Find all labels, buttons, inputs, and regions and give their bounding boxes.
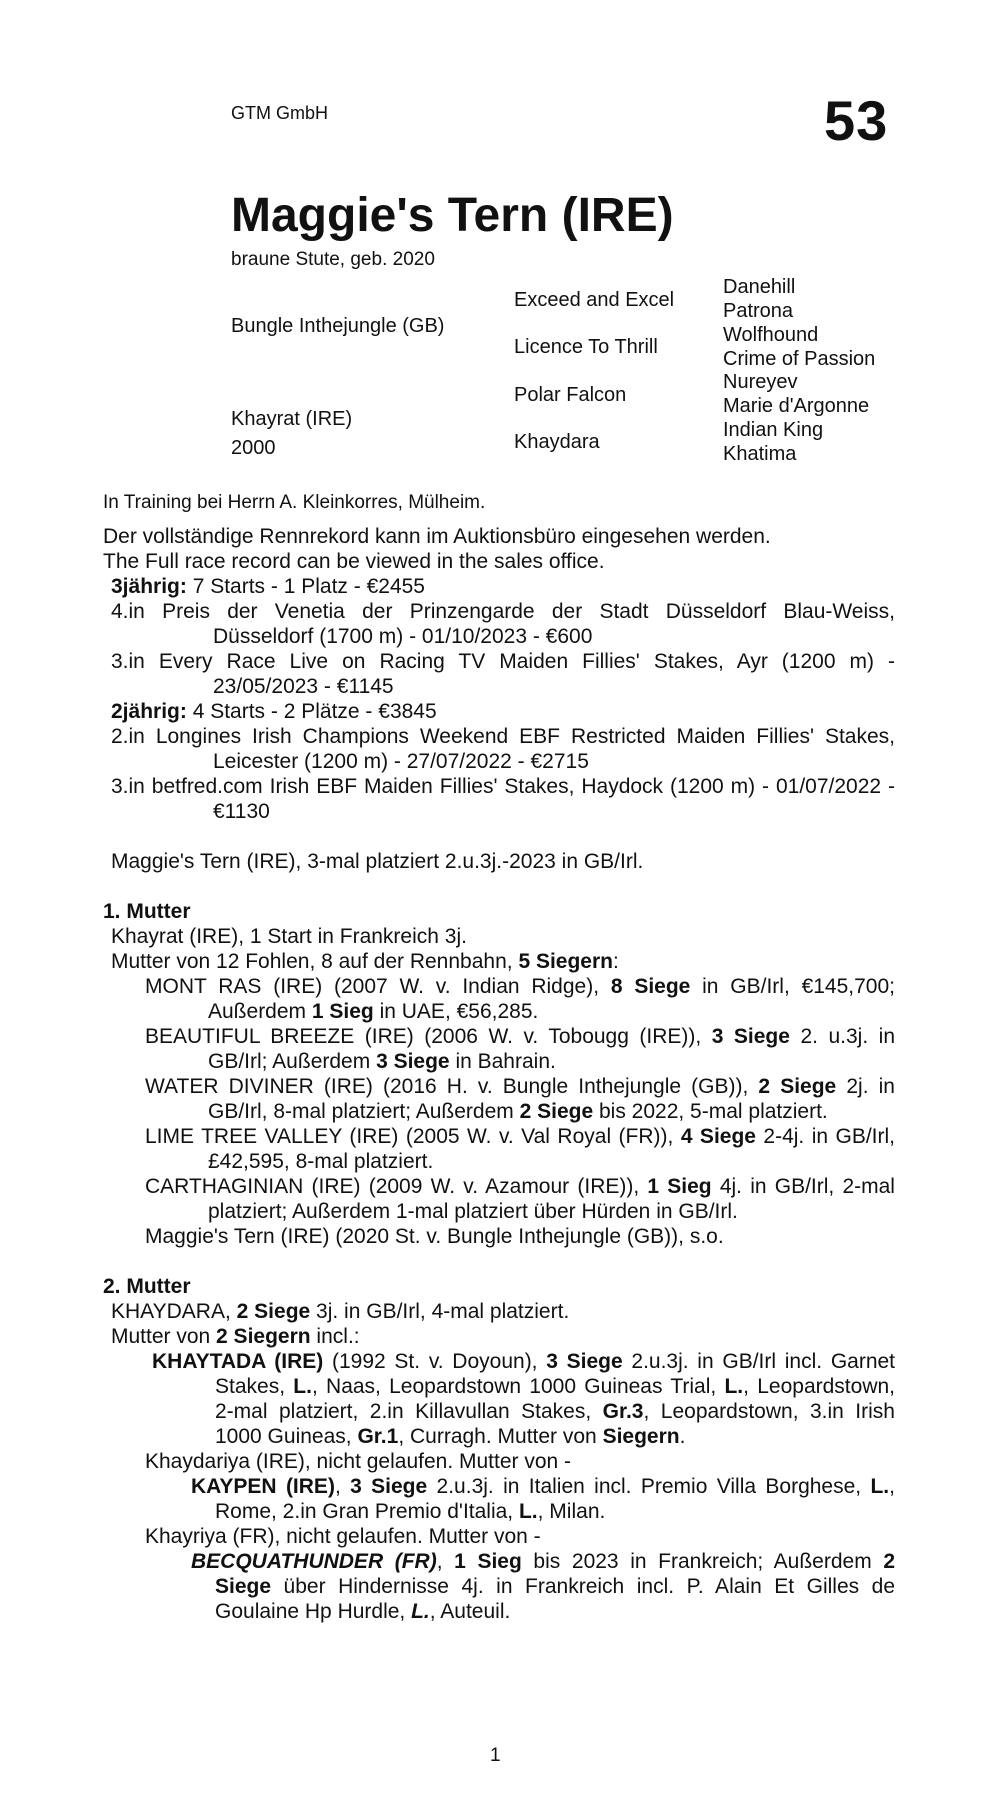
offspring-entry: LIME TREE VALLEY (IRE) (2005 W. v. Val Royal (FR)), 4 Siege 2-4j. in GB/Irl, £42,595, 8-mal platziert. <box>145 1125 896 1173</box>
catalogue-body <box>103 524 895 1624</box>
pedigree-gen3-item: Crime of Passion <box>723 348 876 370</box>
pedigree-gen3-item: Marie d'Argonne <box>723 395 870 417</box>
offspring-entry: BEAUTIFUL BREEZE (IRE) (2006 W. v. Tobougg (IRE)), 3 Siege 2. u.3j. in GB/Irl; Außerdem 3 Siege in Bahrain. <box>145 1025 895 1073</box>
pedigree-gen2-item: Khaydara <box>514 431 600 453</box>
race-entry: 3.in Every Race Live on Racing TV Maiden Fillies' Stakes, Ayr (1200 m) - 23/05/2023 - €1145 <box>111 650 895 698</box>
year-label: 3jährig: <box>111 575 187 598</box>
pedigree-gen3-item: Nureyev <box>723 371 798 393</box>
race-year-3 <box>103 574 895 599</box>
dam2-intro: KHAYDARA, 2 Siege 3j. in GB/Irl, 4-mal platziert. <box>111 1300 570 1323</box>
year-label: 2jährig: <box>111 700 187 723</box>
pedigree-gen3-item: Indian King <box>723 419 824 441</box>
pedigree-dam-year: 2000 <box>231 437 276 459</box>
record-note-en: The Full race record can be viewed in the sales office. <box>103 550 605 573</box>
pedigree-gen2-item: Polar Falcon <box>514 384 627 406</box>
placing-summary: Maggie's Tern (IRE), 3-mal platziert 2.u.3j.-2023 in GB/Irl. <box>111 850 644 873</box>
consignor-name: GTM GmbH <box>231 103 328 123</box>
horse-description: braune Stute, geb. 2020 <box>231 249 435 270</box>
grand-offspring-entry: BECQUATHUNDER (FR), 1 Sieg bis 2023 in Frankreich; Außerdem 2 Siege über Hindernisse 4j. in Frankreich incl. P. Alain Et Gilles de Goulaine Hp Hurdle, L., Auteuil. <box>191 1550 895 1623</box>
pedigree-dam: Khayrat (IRE) <box>231 408 353 430</box>
pedigree-sire: Bungle Inthejungle (GB) <box>231 315 445 337</box>
offspring-entry: Khaydariya (IRE), nicht gelaufen. Mutter von - <box>145 1450 572 1473</box>
dam2-mother-of: Mutter von 2 Siegern incl.: <box>111 1325 360 1348</box>
section-heading-dam2: 2. Mutter <box>103 1275 191 1298</box>
page-number: 1 <box>490 1745 501 1766</box>
pedigree-gen3-item: Khatima <box>723 443 797 465</box>
offspring-entry: MONT RAS (IRE) (2007 W. v. Indian Ridge), 8 Siege in GB/Irl, €145,700; Außerdem 1 Sieg in UAE, €56,285. <box>145 975 895 1023</box>
lot-number: 53 <box>824 89 889 152</box>
pedigree-gen3-item: Danehill <box>723 276 796 298</box>
pedigree-gen2-item: Exceed and Excel <box>514 289 675 311</box>
training-note: In Training bei Herrn A. Kleinkorres, Mülheim. <box>103 492 486 513</box>
offspring-entry: CARTHAGINIAN (IRE) (2009 W. v. Azamour (IRE)), 1 Sieg 4j. in GB/Irl, 2-mal platziert; Außerdem 1-mal platziert über Hürden in GB/Irl. <box>145 1175 895 1223</box>
grand-offspring-entry: KAYPEN (IRE), 3 Siege 2.u.3j. in Italien incl. Premio Villa Borghese, L., Rome, 2.in Gran Premio d'Italia, L., Milan. <box>191 1475 895 1523</box>
section-heading-dam1: 1. Mutter <box>103 900 191 923</box>
year-summary: 4 Starts - 2 Plätze - €3845 <box>186 700 437 723</box>
offspring-entry: Khayriya (FR), nicht gelaufen. Mutter von - <box>145 1525 541 1548</box>
offspring-entry: KHAYTADA (IRE) (1992 St. v. Doyoun), 3 Siege 2.u.3j. in GB/Irl incl. Garnet Stakes, L., Naas, Leopardstown 1000 Guineas Trial, L., Leopardstown, 2-mal platziert, 2.in Killavullan Stakes, Gr.3, Leopardstown, 3.in Irish 1000 Guineas, Gr.1, Curragh. Mutter von Siegern. <box>152 1350 896 1448</box>
dam1-foals: Mutter von 12 Fohlen, 8 auf der Rennbahn, 5 Siegern: <box>111 950 619 973</box>
race-year-2 <box>103 699 895 724</box>
record-note-de: Der vollständige Rennrekord kann im Auktionsbüro eingesehen werden. <box>103 525 771 548</box>
pedigree-gen2-item: Licence To Thrill <box>514 336 658 358</box>
race-entry: 4.in Preis der Venetia der Prinzengarde der Stadt Düsseldorf Blau-Weiss, Düsseldorf (1700 m) - 01/10/2023 - €600 <box>111 600 895 648</box>
offspring-entry: Maggie's Tern (IRE) (2020 St. v. Bungle Inthejungle (GB)), s.o. <box>145 1225 724 1248</box>
offspring-entry: WATER DIVINER (IRE) (2016 H. v. Bungle Inthejungle (GB)), 2 Siege 2j. in GB/Irl, 8-mal platziert; Außerdem 2 Siege bis 2022, 5-mal platziert. <box>145 1075 895 1123</box>
race-entry: 2.in Longines Irish Champions Weekend EBF Restricted Maiden Fillies' Stakes, Leicester (1200 m) - 27/07/2022 - €2715 <box>111 725 895 773</box>
horse-name: Maggie's Tern (IRE) <box>231 189 674 242</box>
pedigree-gen3-item: Patrona <box>723 300 794 322</box>
race-entry: 3.in betfred.com Irish EBF Maiden Fillies' Stakes, Haydock (1200 m) - 01/07/2022 - €1130 <box>111 775 895 823</box>
year-summary: 7 Starts - 1 Platz - €2455 <box>186 575 425 598</box>
dam1-intro: Khayrat (IRE), 1 Start in Frankreich 3j. <box>111 925 467 948</box>
pedigree-gen3-item: Wolfhound <box>723 324 819 346</box>
